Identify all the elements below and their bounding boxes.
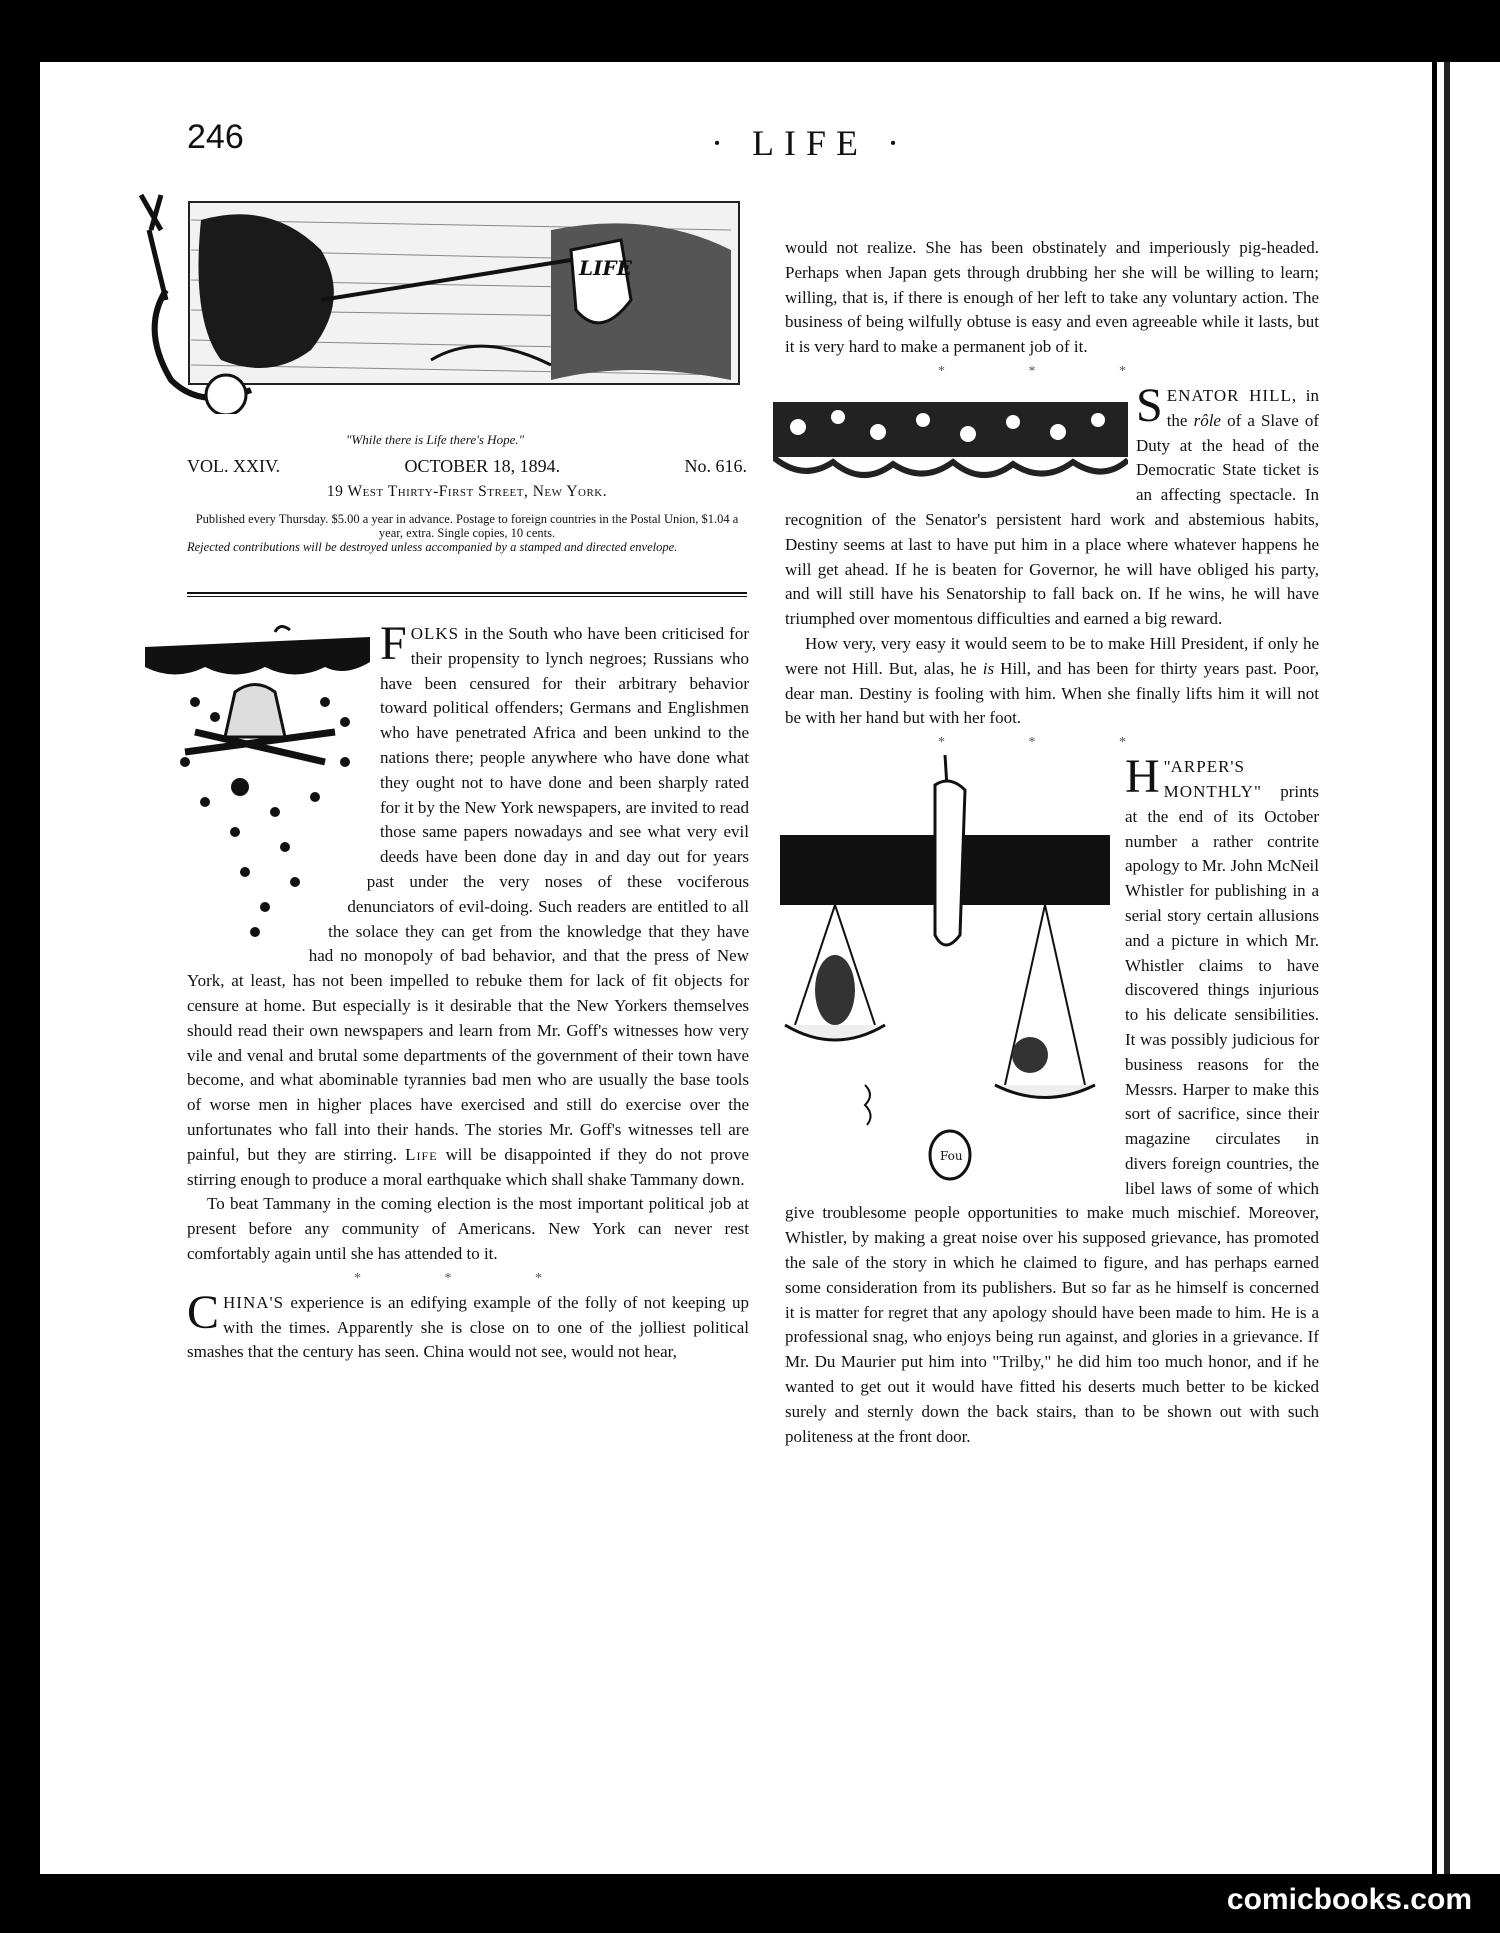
issue-number: No. 616.: [684, 456, 747, 476]
hill-paragraph-1: SENATOR HILL, in the rôle of a Slave of Duty at the head of the Democratic State ticket is an affecting spectacle. In recognition of the Senator's persistent hard work and abstemious habits, Destiny seems at last to have put him in a place where whatever happens he will get ahead. If he is beaten for Governor, he will have obliged his party, and will still have his Senatorship to fall back on. If he wins, he will have triumphed over momentous difficulties and earned a big reward.: [785, 378, 1319, 629]
life-name: Life: [405, 1144, 438, 1164]
next-page-edge: [1437, 62, 1500, 1874]
scale-label: Fou: [940, 1149, 963, 1164]
issue-date: OCTOBER 18, 1894.: [404, 456, 561, 476]
banner-illustration: [131, 190, 741, 414]
issue-line: [187, 456, 747, 477]
banner-shield-text: LIFE: [579, 256, 632, 280]
subscription-terms: Published every Thursday. $5.00 a year in advance. Postage to foreign countries in the Postal Union, $1.04 a year, extra. Single copies, 10 cents.: [195, 512, 739, 540]
china-paragraph: CHINA'S experience is an edifying example of the folly of not keeping up with the times. Apparently she is close on to one of the jolliest political smashes that the century has seen. China would not see, would not hear,: [187, 1285, 749, 1362]
senator-illustration: [773, 392, 1128, 487]
section-separator: * * *: [938, 363, 1166, 379]
folks-illustration: [145, 622, 370, 952]
folks-dropcap: F: [380, 617, 407, 670]
masthead-title: · LIFE ·: [711, 123, 909, 163]
page-number: 246: [187, 118, 244, 156]
header-rule: [187, 592, 747, 597]
left-column: [187, 617, 749, 1365]
china-paragraph-continued: would not realize. She has been obstinately and imperiously pig-headed. Perhaps when Japan gets through drubbing her she will be willing to learn; willing, that is, if there is enough of her left to take any voluntary action. The business of being wilfully obtuse is easy and even agreeable while it lasts, but it is very hard to make a permanent job of it.: [785, 238, 1319, 357]
banner-motto: "While there is Life there's Hope.": [345, 432, 525, 447]
volume-number: VOL. XXIV.: [187, 456, 281, 476]
section-separator: * * *: [938, 735, 1166, 751]
folks-paragraph-1: FOLKS in the South who have been criticised for their propensity to lynch negroes; Russians who have been censured for their arbitrary behavior toward political offenders; Germans and Englishmen who have penetrated Africa and been unkind to the nations there; people anywhere who have done what they ought not to have done and been sharply rated for it by the New York newspapers, are invited to read those same papers nowadays and see what very evil deeds have been done day in and day out for years past under the very noses of these vociferous denunciators of evil-doing. Such readers are entitled to all the solace they can get from the knowledge that they have had no monopoly of bad behavior, and that the press of New York, at least, has not been impelled to rebuke them for lack of fit objects for censure at home. But especially is it desirable that the New Yorkers themselves should read their own newspapers and learn from Mr. Goff's witnesses how very vile and venal and brutal some departments of the government of their town have become, and what abominable tyrannies bad men who are usually the base tools of worse men in higher places have exercised and still do exercise over the unfortunates who fall into their hands. The stories Mr. Goff's witnesses tell are painful, but they are stirring. Life will be disappointed if they do not prove stirring enough to produce a moral earthquake which shall shake Tammany down.: [187, 617, 749, 1189]
publication-info: [187, 512, 747, 554]
rejected-notice: Rejected contributions will be destroyed unless accompanied by a stamped and directed envelope.: [187, 540, 678, 554]
harper-dropcap: H: [1125, 750, 1160, 804]
folks-paragraph-2: To beat Tammany in the coming election is the most important political job at present before any community of Americans. New York can never rest comfortably again until she has attended to it.: [187, 1194, 749, 1263]
publisher-address: 19 West Thirty-First Street, New York.: [326, 483, 608, 500]
source-watermark: comicbooks.com: [1226, 1883, 1472, 1916]
hill-dropcap: S: [1136, 378, 1163, 432]
section-separator: * * *: [354, 1270, 582, 1286]
china-dropcap: C: [187, 1285, 220, 1339]
right-column: [785, 236, 1319, 1449]
harper-paragraph: " H ARPER'S MONTHLY" prints at the end of its October number a rather contrite apology to Mr. John McNeil Whistler for publishing in a serial story certain allusions and a picture in which Mr. Whistler claims to have discovered things injurious to his delicate sensibilities. It was possibly judicious for business reasons for the Messrs. Harper to make this sort of sacrifice, since their magazine circulates in divers foreign countries, the libel laws of some of which give troublesome people opportunities to make much mischief. Moreover, Whistler, by making a great noise over his supposed grievance, has promoted the sale of the story in which he claimed to figure, and has perhaps earned some consideration from its publishers. But so far as he himself is concerned it is matter for regret that any apology should have been made to him. He is a professional snag, who enjoys being run against, and glories in a grievance. If Mr. Du Maurier put him into "Trilby," he did him too much honor, and if he wanted to get out it would have fitted his deserts much better to be kicked surely and sternly down the back stairs, than to be shown out with such politeness at the front door.: [785, 750, 1319, 1446]
harper-illustration: [775, 755, 1115, 1195]
hill-paragraph-2: How very, very easy it would seem to be to make Hill President, if only he were not Hill. But, alas, he is Hill, and has been for thirty years past. Poor, dear man. Destiny is fooling with him. When she finally lifts him it will not be with her hand but with her foot.: [785, 633, 1319, 728]
